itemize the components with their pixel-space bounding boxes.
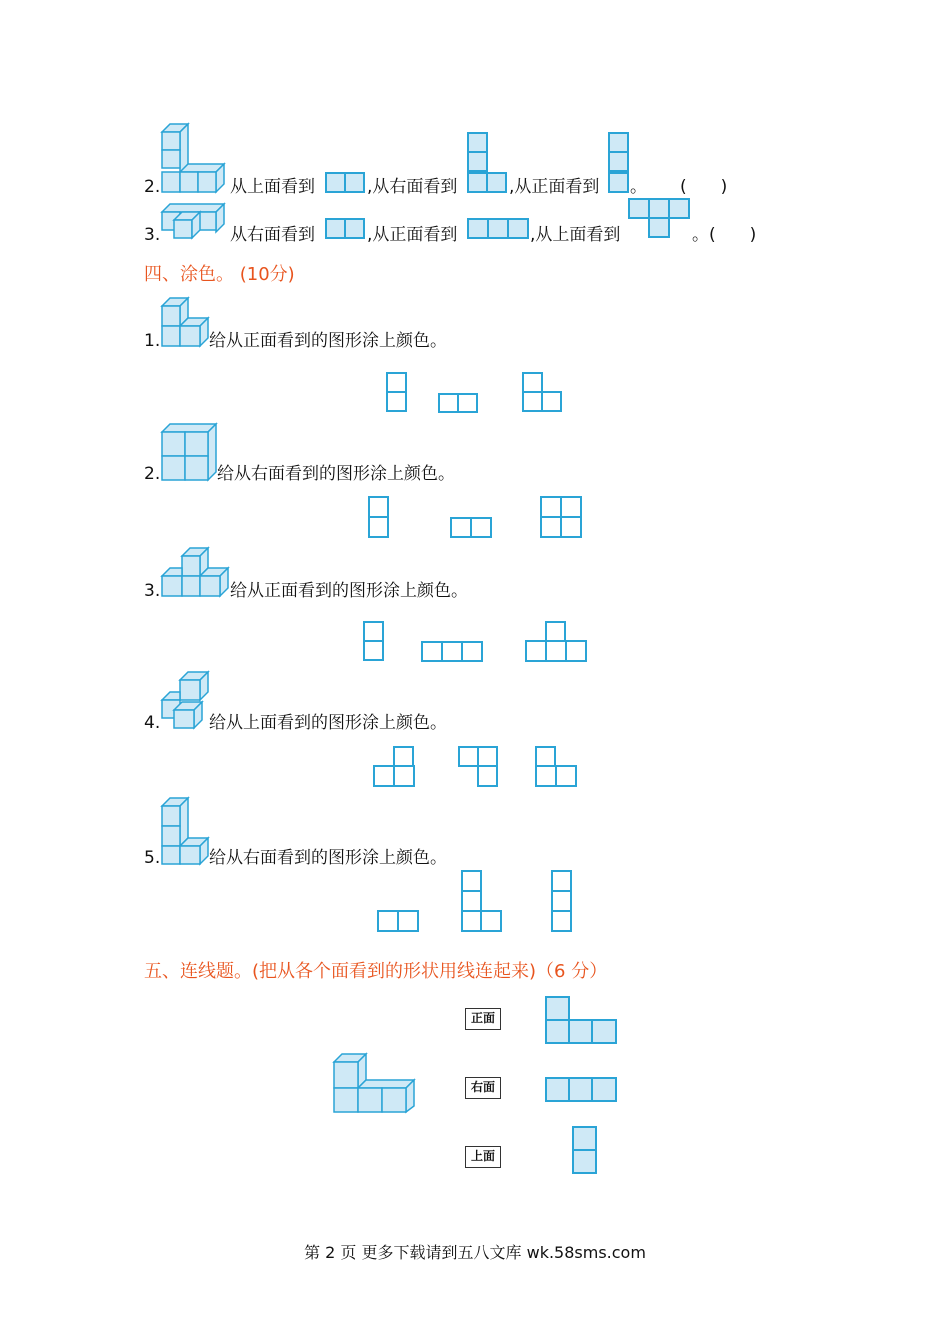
q2-text-top: 从上面看到 — [230, 177, 315, 197]
q3-answer-paren[interactable]: 。( ) — [692, 225, 757, 245]
s4-item3-number: 3. — [144, 581, 161, 601]
s4-item5-text: 给从右面看到的图形涂上颜色。 — [209, 848, 447, 868]
q3-text-top: ,从上面看到 — [530, 225, 621, 245]
q3-text-front: ,从正面看到 — [367, 225, 458, 245]
q3-number: 3. — [144, 225, 161, 245]
s5-label-top[interactable]: 上面 — [465, 1146, 501, 1168]
s4-item5-solid-figure — [160, 796, 212, 868]
s4-item2-solid-figure — [160, 422, 220, 484]
q3-solid-figure — [160, 202, 232, 242]
s5-label-right[interactable]: 右面 — [465, 1077, 501, 1099]
s4-item4-text: 给从上面看到的图形涂上颜色。 — [209, 713, 447, 733]
q2-period: 。 — [630, 177, 647, 197]
section4-title: 四、涂色。 (10分) — [144, 264, 295, 285]
s5-label-front[interactable]: 正面 — [465, 1008, 501, 1030]
s4-item5-number: 5. — [144, 848, 161, 868]
s4-item2-number: 2. — [144, 464, 161, 484]
s4-item1-solid-figure — [160, 296, 212, 348]
q2-text-right: ,从右面看到 — [367, 177, 458, 197]
section5-title: 五、连线题。(把从各个面看到的形状用线连起来)（6 分） — [144, 961, 608, 982]
q2-number: 2. — [144, 177, 161, 197]
s4-item1-text: 给从正面看到的图形涂上颜色。 — [209, 331, 447, 351]
q2-answer-paren[interactable]: ( ) — [680, 177, 728, 197]
s4-item4-solid-figure — [160, 670, 212, 732]
q2-solid-figure — [160, 122, 232, 194]
page-footer: 第 2 页 更多下载请到五八文库 wk.58sms.com — [304, 1243, 646, 1262]
s4-item3-solid-figure — [160, 546, 232, 600]
q2-text-front: ,从正面看到 — [509, 177, 600, 197]
s5-solid-figure — [332, 1050, 416, 1116]
s4-item3-text: 给从正面看到的图形涂上颜色。 — [230, 581, 468, 601]
s4-item4-number: 4. — [144, 713, 161, 733]
s4-item1-number: 1. — [144, 331, 161, 351]
q3-text-right: 从右面看到 — [230, 225, 315, 245]
s4-item2-text: 给从右面看到的图形涂上颜色。 — [217, 464, 455, 484]
